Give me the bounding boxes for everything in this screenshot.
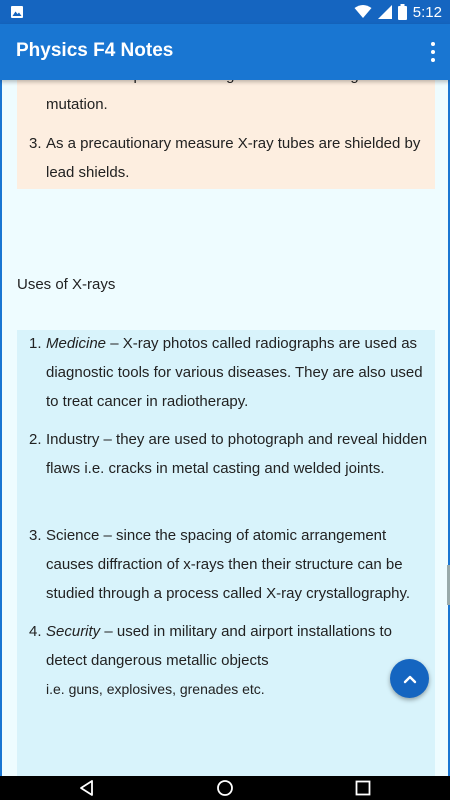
term-security: Security — [46, 623, 101, 640]
list-item-extra: i.e. guns, explosives, grenades etc. — [46, 680, 265, 697]
signal-icon — [378, 5, 392, 19]
status-time: 5:12 — [412, 3, 442, 21]
list-item: 3. Science – since the spacing of atomic arrangement causes diffraction of x-rays then their structure can be studied through a process called X-ray crystallography. — [29, 527, 411, 602]
list-item: 1. Medicine – X-ray photos called radiographs are used as diagnostic tools for various diseases. They are also used to treat cancer in radiotherapy. — [29, 335, 423, 410]
section-heading: Uses of X-rays — [17, 276, 116, 293]
overflow-menu-icon[interactable] — [428, 40, 438, 64]
chevron-up-icon — [402, 671, 418, 687]
home-icon[interactable] — [216, 780, 234, 798]
list-item: 4. Security – used in military and airport installations to detect dangerous metallic objects i.e. guns, explosives, grenades etc. — [29, 618, 429, 702]
recents-icon[interactable] — [355, 780, 371, 796]
scroll-to-top-button[interactable] — [390, 659, 429, 698]
content-area[interactable] — [0, 80, 450, 776]
status-icons — [354, 0, 442, 24]
back-icon[interactable] — [79, 780, 95, 796]
wifi-icon — [354, 5, 372, 19]
uses-box — [17, 330, 435, 780]
app-title: Physics F4 Notes — [16, 40, 174, 61]
image-icon — [10, 5, 24, 19]
term-medicine: Medicine — [46, 335, 107, 352]
navigation-bar — [0, 776, 450, 800]
list-item: mutation. — [46, 95, 108, 113]
list-item: 3. As a precautionary measure X-ray tubes are shielded by lead shields. — [29, 135, 421, 181]
status-bar — [0, 0, 450, 24]
battery-icon — [398, 4, 407, 20]
list-item: 2. Industry – they are used to photograph and reveal hidden flaws i.e. cracks in metal casting and welded joints. — [29, 431, 428, 477]
app-bar — [0, 24, 450, 80]
